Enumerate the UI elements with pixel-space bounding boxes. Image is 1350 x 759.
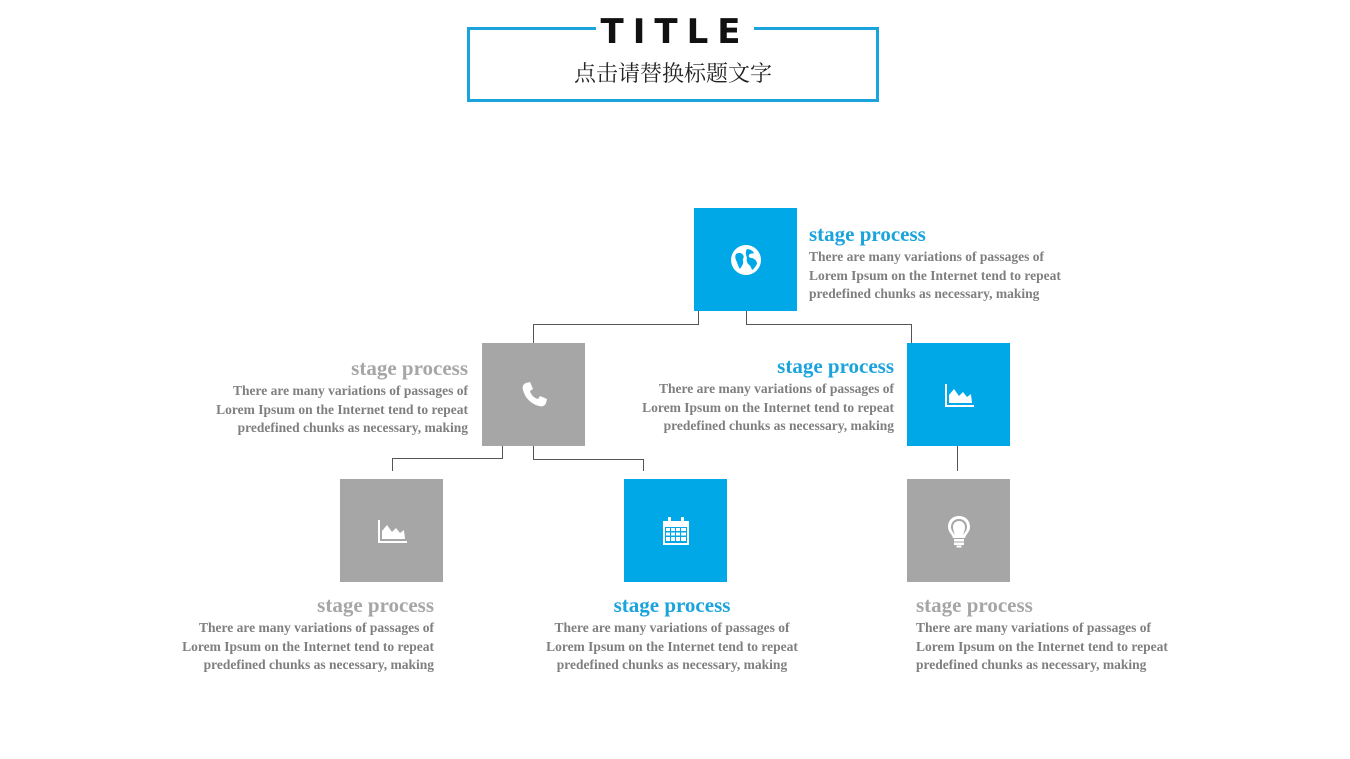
connector-line: [533, 324, 699, 325]
node-right-child-desc: [916, 619, 1216, 675]
page-title: TITLE: [600, 12, 750, 52]
node-left-right-stage: stage process: [613, 593, 731, 617]
node-right-box: [907, 343, 1010, 446]
connector-line: [746, 311, 747, 324]
page-subtitle: 点击请替换标题文字: [573, 62, 772, 87]
desc-line: predefined chunks as necessary, making: [916, 657, 1147, 672]
connector-line: [957, 446, 958, 471]
node-right-child-stage: stage process: [916, 593, 1033, 617]
desc-line: Lorem Ipsum on the Internet tend to repeat: [216, 401, 468, 417]
connector-line: [698, 311, 699, 324]
phone-icon: [516, 377, 552, 413]
connector-line: [392, 458, 393, 471]
desc-line: predefined chunks as necessary, making: [203, 657, 434, 672]
desc-line: Lorem Ipsum on the Internet tend to repeat: [916, 638, 1168, 654]
connector-line: [533, 446, 534, 459]
desc-line: predefined chunks as necessary, making: [663, 418, 894, 433]
desc-line: There are many variations of passages of: [554, 620, 790, 635]
area-chart-icon: [941, 377, 977, 413]
connector-line: [392, 458, 503, 459]
calendar-icon: [658, 513, 694, 549]
desc-line: Lorem Ipsum on the Internet tend to repeat: [809, 267, 1061, 283]
connector-line: [533, 324, 534, 343]
connector-line: [911, 324, 912, 343]
desc-line: There are many variations of passages of: [809, 249, 1044, 264]
desc-line: Lorem Ipsum on the Internet tend to repeat: [546, 638, 798, 654]
lightbulb-icon: [941, 513, 977, 549]
node-left-left-desc: [134, 619, 434, 675]
node-left-box: [482, 343, 585, 446]
node-left-left-stage: stage process: [317, 593, 434, 617]
node-left-right-box: [624, 479, 727, 582]
desc-line: predefined chunks as necessary, making: [237, 420, 468, 435]
desc-line: predefined chunks as necessary, making: [809, 286, 1040, 301]
node-right-child-box: [907, 479, 1010, 582]
node-left-desc: [168, 382, 468, 438]
connector-line: [746, 324, 912, 325]
connector-line: [533, 459, 643, 460]
node-root-box: [694, 208, 797, 311]
desc-line: Lorem Ipsum on the Internet tend to repeat: [182, 638, 434, 654]
globe-icon: [728, 242, 764, 278]
node-left-left-box: [340, 479, 443, 582]
node-root-stage: stage process: [809, 222, 926, 246]
node-left-right-desc: [522, 619, 822, 675]
area-chart-icon: [374, 513, 410, 549]
desc-line: Lorem Ipsum on the Internet tend to repeat: [642, 399, 894, 415]
connector-line: [643, 459, 644, 471]
node-right-stage: stage process: [777, 354, 894, 378]
desc-line: There are many variations of passages of: [233, 383, 468, 398]
desc-line: There are many variations of passages of: [916, 620, 1151, 635]
desc-line: There are many variations of passages of: [199, 620, 434, 635]
connector-line: [502, 446, 503, 458]
node-left-stage: stage process: [351, 356, 468, 380]
node-right-desc: [594, 380, 894, 436]
node-root-desc: [809, 248, 1109, 304]
desc-line: There are many variations of passages of: [659, 381, 894, 396]
desc-line: predefined chunks as necessary, making: [556, 657, 788, 672]
